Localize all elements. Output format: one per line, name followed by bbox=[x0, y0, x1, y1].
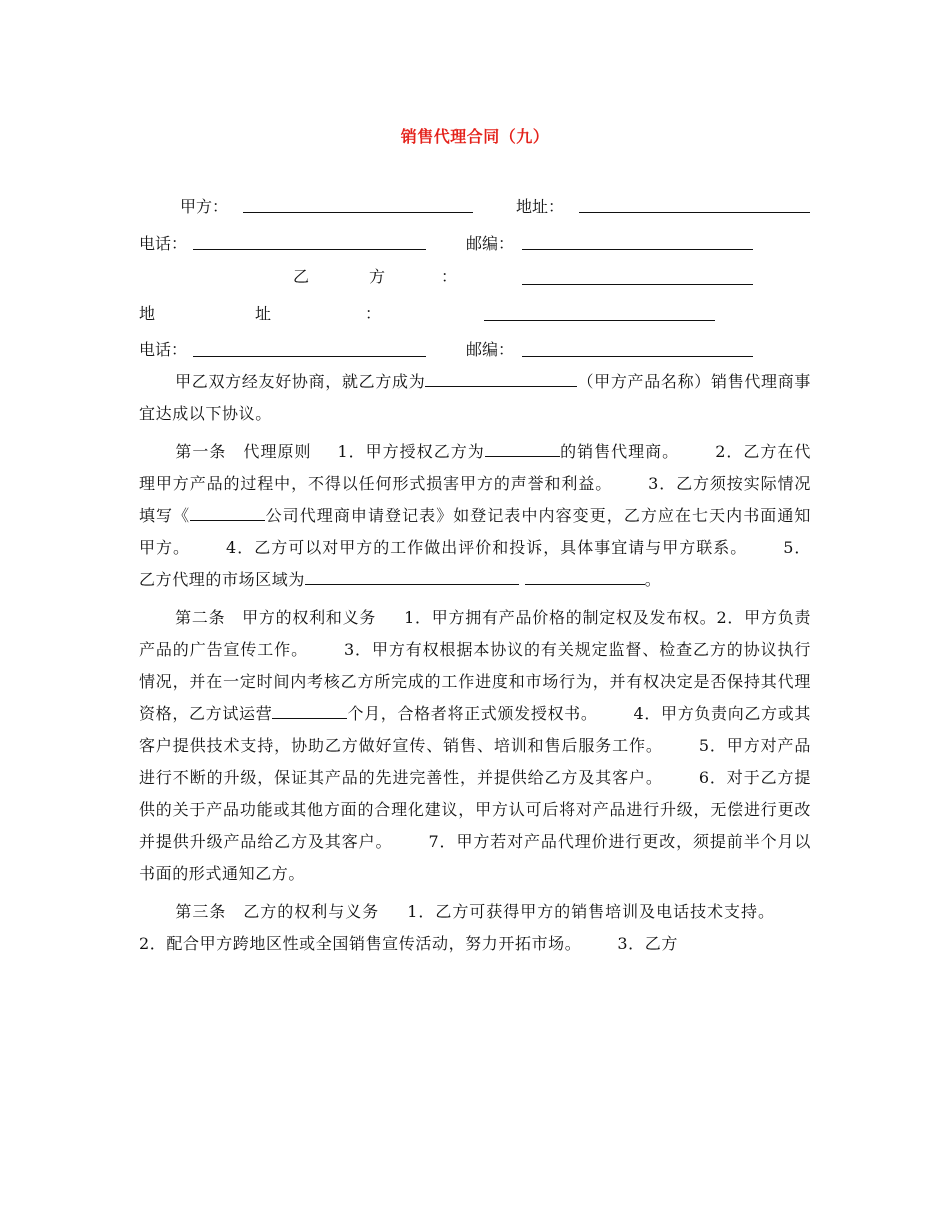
address-char-1: 地 bbox=[139, 304, 156, 323]
market-region-blank-2[interactable] bbox=[525, 570, 645, 585]
article-3-clause-1: 1．乙方可获得甲方的销售培训及电话技术支持。 bbox=[407, 902, 775, 921]
party-a-label: 甲方： bbox=[180, 197, 229, 216]
article-1-clause-1b: 的销售代理商。 bbox=[559, 442, 680, 461]
article-1-clause-5b: 。 bbox=[644, 570, 662, 589]
intro-text-1: 甲乙双方经友好协商，就乙方成为 bbox=[175, 372, 426, 391]
postcode-a-blank[interactable] bbox=[522, 249, 753, 250]
intro-text-2: （甲方产品名称）销售代理商事宜达成以下协议。 bbox=[139, 372, 811, 423]
address-a-blank[interactable] bbox=[579, 212, 810, 213]
article-2-clause-5: 5．甲方对产品进行不断的升级，保证其产品的先进完善性，并提供给乙方及其客户。 bbox=[139, 736, 811, 787]
article-3-paragraph bbox=[139, 896, 811, 960]
party-b-blank[interactable] bbox=[522, 284, 753, 285]
market-region-blank-1[interactable] bbox=[305, 570, 519, 585]
article-2-clause-7: 7．甲方若对产品代理价进行更改，须提前半个月以书面的形式通知乙方。 bbox=[139, 832, 811, 883]
party-b-char-2: 方 bbox=[369, 267, 386, 286]
party-a-blank[interactable] bbox=[243, 212, 473, 213]
article-2-paragraph bbox=[139, 602, 811, 890]
address-label-a: 地址： bbox=[516, 197, 565, 216]
contract-body bbox=[139, 366, 811, 960]
article-1-clause-1a: 1．甲方授权乙方为 bbox=[337, 442, 485, 461]
phone-b-blank[interactable] bbox=[193, 356, 426, 357]
party-b-char-1: 乙 bbox=[293, 267, 310, 286]
product-name-blank[interactable] bbox=[425, 372, 577, 387]
address-colon: ： bbox=[365, 304, 382, 323]
article-1-clause-4: 4．乙方可以对甲方的工作做出评价和投诉，具体事宜请与甲方联系。 bbox=[226, 538, 748, 557]
trial-months-blank[interactable] bbox=[272, 704, 347, 719]
article-1-clause-2: 2．乙方在代理甲方产品的过程中，不得以任何形式损害甲方的声誉和利益。 bbox=[139, 442, 812, 493]
article-1-clause-5a: 5．乙方代理的市场区域为 bbox=[139, 538, 811, 589]
article-1-clause-3a: 3．乙方须按实际情况填写《 bbox=[139, 474, 811, 525]
contract-title: 销售代理合同（九） bbox=[400, 127, 550, 146]
article-1-paragraph bbox=[139, 436, 811, 596]
article-1-heading: 第一条 代理原则 bbox=[175, 442, 312, 461]
article-1-clause-3b: 公司代理商申请登记表》如登记表中内容变更，乙方应在七天内书面通知甲方。 bbox=[139, 506, 811, 557]
article-2-clause-6: 6．对于乙方提供的关于产品功能或其他方面的合理化建议，甲方认可后将对产品进行升级，无偿进行更改并提供升级产品给乙方及其客户。 bbox=[139, 768, 811, 851]
party-b-colon: ： bbox=[441, 267, 458, 286]
postcode-b-blank[interactable] bbox=[522, 356, 753, 357]
article-3-heading: 第三条 乙方的权利与义务 bbox=[175, 902, 380, 921]
article-2-clause-3a: 3．甲方有权根据本协议的有关规定监督、检查乙方的协议执行情况，并在一定时间内考核乙方所完成的工作进度和市场行为，并有权决定是否保持其代理资格，乙方试运营 bbox=[139, 640, 811, 723]
phone-label-b: 电话： bbox=[139, 340, 188, 359]
postcode-label-b: 邮编： bbox=[466, 340, 515, 359]
intro-paragraph bbox=[139, 366, 811, 430]
article-2-heading: 第二条 甲方的权利和义务 bbox=[175, 608, 377, 627]
article-3-clause-2: 2．配合甲方跨地区性或全国销售宣传活动，努力开拓市场。 bbox=[139, 934, 582, 953]
article-2-clause-4: 4．甲方负责向乙方或其客户提供技术支持，协助乙方做好宣传、销售、培训和售后服务工作。 bbox=[139, 704, 811, 755]
article-2-clause-3b: 个月，合格者将正式颁发授权书。 bbox=[347, 704, 598, 723]
address-char-2: 址 bbox=[255, 304, 272, 323]
company-name-blank[interactable] bbox=[190, 506, 265, 521]
article-3-clause-3: 3．乙方 bbox=[617, 934, 678, 953]
phone-label-a: 电话： bbox=[139, 234, 188, 253]
postcode-label-a: 邮编： bbox=[466, 234, 515, 253]
article-2-clause-1: 1．甲方拥有产品价格的制定权及发布权。 bbox=[404, 608, 717, 627]
agent-name-blank[interactable] bbox=[485, 442, 560, 457]
phone-a-blank[interactable] bbox=[193, 249, 426, 250]
address-b-blank[interactable] bbox=[484, 320, 715, 321]
article-2-clause-2: 2．甲方负责产品的广告宣传工作。 bbox=[139, 608, 811, 659]
